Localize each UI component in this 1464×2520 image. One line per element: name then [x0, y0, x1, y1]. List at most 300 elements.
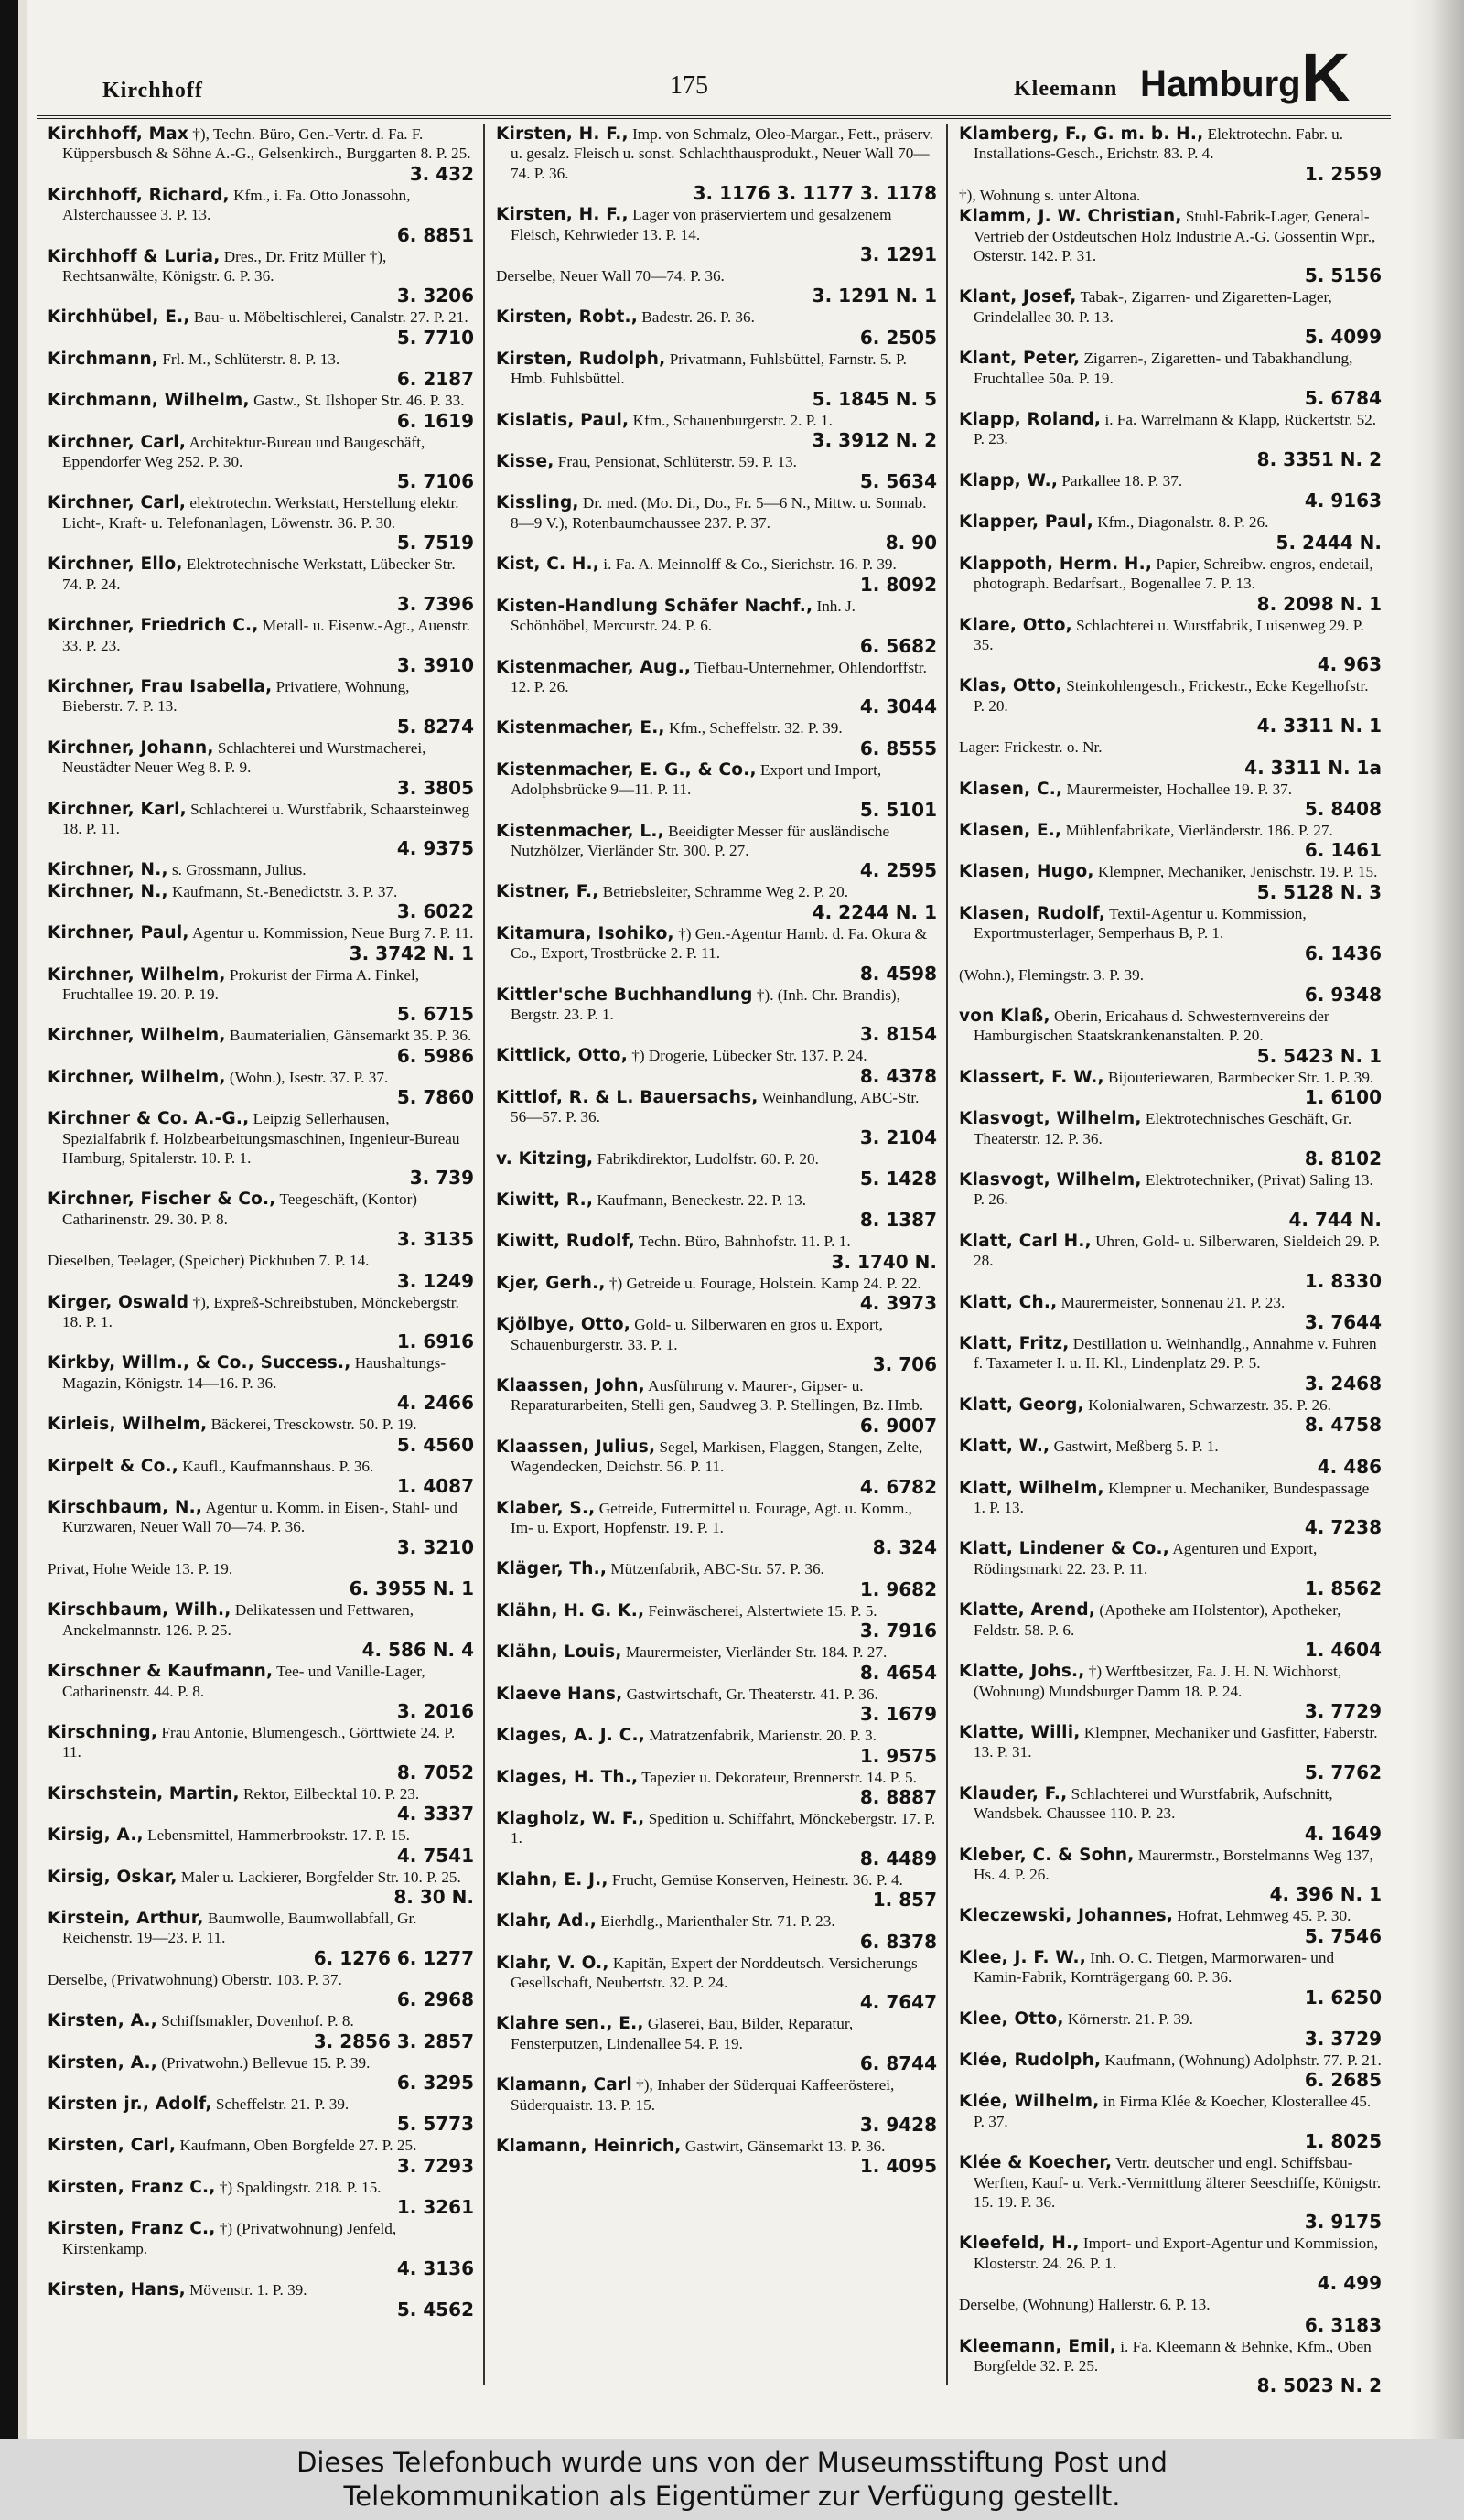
footer-line-2: Telekommunikation als Eigentümer zur Verfügung gestellt. — [343, 2481, 1121, 2512]
entry-name: Kirchner, Wilhelm, — [48, 1026, 226, 1046]
page-number: 175 — [670, 71, 708, 100]
entry-name: Kirschbaum, Wilh., — [48, 1600, 231, 1621]
page-curl-shadow — [1409, 0, 1464, 2439]
directory-entry — [959, 738, 1382, 777]
directory-entry — [496, 2075, 937, 2135]
entry-name: Kläger, Th., — [496, 1559, 608, 1579]
entry-details: Gastw., St. Ilshoper Str. 46. P. 33. — [249, 392, 465, 410]
entry-details: i. Fa. Warrelmann & Klapp, Rückertstr. 52. P. 23. — [974, 411, 1377, 448]
entry-details: Metall- u. Eisenw.-Agt., Auenstr. 33. P. 23. — [62, 617, 470, 654]
entry-name: Kleefeld, H., — [959, 2234, 1080, 2254]
entry-phone-number: 5. 4099 — [1304, 326, 1382, 349]
entry-details: Steinkohlengesch., Frickestr., Ecke Kegelhofstr. P. 20. — [974, 677, 1369, 715]
entry-name: Klas, Otto, — [959, 676, 1062, 696]
entry-name: Klasvogt, Wilhelm, — [959, 1109, 1142, 1129]
entry-phone-number: 5. 8274 — [396, 715, 474, 738]
entry-phone-number: 4. 6782 — [859, 1475, 937, 1498]
entry-details: Derselbe, Neuer Wall 70—74. P. 36. — [496, 267, 725, 285]
entry-details: Dieselben, Teelager, (Speicher) Pickhuben 7. P. 14. — [48, 1252, 370, 1270]
entry-phone-number: 4. 9163 — [1304, 490, 1382, 512]
directory-entry — [496, 718, 937, 758]
entry-details: Privat, Hohe Weide 13. P. 19. — [48, 1559, 233, 1578]
entry-phone-number: 6. 8378 — [859, 1930, 937, 1953]
entry-name: Kistenmacher, E., — [496, 718, 665, 738]
entry-details: †) Spaldingstr. 218. P. 15. — [215, 2178, 382, 2196]
entry-name: Klatt, W., — [959, 1437, 1050, 1457]
entry-phone-number: 5. 5101 — [859, 798, 937, 821]
entry-phone-number: 3. 1740 N. — [831, 1250, 937, 1273]
directory-entry — [959, 1437, 1382, 1476]
entry-phone-number: 4. 396 N. 1 — [1269, 1883, 1382, 1906]
entry-details: Haushaltungs-Magazin, Königstr. 14—16. P. 36. — [62, 1354, 447, 1392]
entry-details: Maurermeister, Sonnenau 21. P. 23. — [1057, 1293, 1286, 1311]
entry-phone-number: 8. 4598 — [859, 962, 937, 985]
entry-phone-number: 1. 4604 — [1304, 1639, 1382, 1662]
entry-phone-number: 8. 4654 — [859, 1661, 937, 1684]
directory-entry — [496, 1046, 937, 1085]
directory-entry — [959, 1723, 1382, 1782]
entry-details: Ausführung v. Maurer-, Gipser- u. Reparaturarbeiten, Stelli gen, Saudweg 3. P. Stellingen, Bz. Hmb. — [511, 1377, 924, 1415]
entry-name: Klahr, Ad., — [496, 1912, 597, 1932]
entry-phone-number: 1. 9575 — [859, 1744, 937, 1767]
entry-name: Klatte, Willi, — [959, 1722, 1081, 1742]
entry-phone-number: 4. 3311 N. 1a — [1244, 756, 1382, 779]
directory-entry — [496, 658, 937, 717]
entry-details: Kaufl., Kaufmannshaus. P. 36. — [178, 1457, 374, 1475]
entry-phone-number: 5. 4562 — [396, 2299, 474, 2321]
directory-entry — [48, 860, 474, 879]
directory-entry — [48, 1970, 474, 2009]
entry-details: (Wohn.), Isestr. 37. P. 37. — [225, 1068, 389, 1086]
entry-name: Klée, Rudolph, — [959, 2050, 1102, 2070]
entry-name: Kirsten, H. F., — [496, 205, 629, 225]
entry-name: Kirkby, Willm., & Co., Success., — [48, 1353, 351, 1373]
entry-details: Matratzenfabrik, Marienstr. 20. P. 3. — [644, 1727, 877, 1745]
entry-phone-number: 6. 2685 — [1304, 2069, 1382, 2092]
directory-entry — [496, 1315, 937, 1374]
entry-details: Kfm., Schauenburgerstr. 2. P. 1. — [629, 411, 833, 429]
entry-name: Kirchner, Ello, — [48, 555, 183, 575]
entry-details: Beeidigter Messer für ausländische Nutzhölzer, Vierländer Str. 300. P. 27. — [511, 822, 890, 859]
entry-name: Kirger, Oswald — [48, 1292, 189, 1312]
page-gutter — [18, 0, 27, 2439]
directory-entry — [48, 247, 474, 307]
directory-entry — [48, 433, 474, 492]
entry-name: Kirchner, Carl, — [48, 493, 187, 513]
directory-entry — [48, 493, 474, 553]
directory-entry — [496, 1438, 937, 1497]
directory-entry — [496, 1190, 937, 1230]
entry-phone-number: 1. 6100 — [1304, 1086, 1382, 1109]
entry-details: Frau, Pensionat, Schlüterstr. 59. P. 13. — [554, 453, 797, 471]
directory-entry — [959, 1784, 1382, 1844]
entry-details: Bau- u. Möbeltischlerei, Canalstr. 27. P. 21. — [189, 308, 468, 327]
entry-details: Delikatessen und Fettwaren, Anckelmannstr. 126. P. 25. — [62, 1601, 414, 1639]
entry-phone-number: 8. 4378 — [859, 1064, 937, 1087]
entry-name: Klapp, Roland, — [959, 410, 1102, 430]
directory-entry — [959, 1068, 1382, 1107]
entry-name: Kiwitt, Rudolf, — [496, 1232, 636, 1252]
directory-entry — [48, 965, 474, 1025]
directory-entry — [496, 760, 937, 820]
entry-phone-number: 6. 9007 — [859, 1414, 937, 1437]
header-city: Hamburg — [1140, 64, 1301, 104]
directory-entry — [496, 452, 937, 491]
entry-phone-number: 8. 7052 — [396, 1761, 474, 1783]
entry-name: Kirsig, A., — [48, 1825, 144, 1846]
entry-name: Kjölbye, Otto, — [496, 1315, 630, 1335]
entry-phone-number: 1. 8092 — [859, 573, 937, 596]
entry-phone-number: 3. 1176 3. 1177 3. 1178 — [693, 182, 937, 205]
entry-details: Dr. med. (Mo. Di., Do., Fr. 5—6 N., Mittw. u. Sonnab. 8—9 V.), Rotenbaumchaussee 237. P. 37. — [511, 494, 927, 532]
directory-entry — [496, 1232, 937, 1271]
directory-entry — [496, 1376, 937, 1436]
entry-name: Kittlick, Otto, — [496, 1046, 628, 1066]
directory-entry — [48, 1026, 474, 1065]
directory-entry — [496, 597, 937, 656]
entry-phone-number: 3. 3210 — [396, 1535, 474, 1558]
entry-details: Gastwirt, Gänsemarkt 13. P. 36. — [681, 2137, 886, 2155]
entry-name: Kirschner & Kaufmann, — [48, 1662, 274, 1682]
entry-name: Kirsten, Franz C., — [48, 2177, 216, 2197]
entry-name: Kislatis, Paul, — [496, 410, 630, 430]
entry-details: Schlachterei u. Wurstfabrik, Schaarsteinweg 18. P. 11. — [62, 800, 470, 837]
entry-details: Teegeschäft, (Kontor) Catharinenstr. 29. 30. P. 8. — [62, 1190, 418, 1228]
directory-entry — [959, 349, 1382, 408]
directory-entry — [48, 1457, 474, 1496]
entry-details: Schlachterei und Wurstfabrik, Aufschnitt, Wandsbek. Chaussee 110. P. 23. — [974, 1784, 1333, 1823]
directory-entry — [496, 1559, 937, 1599]
directory-entry — [959, 1232, 1382, 1291]
directory-entry — [48, 1909, 474, 1968]
entry-details: (Privatwohn.) Bellevue 15. P. 39. — [156, 2053, 371, 2072]
entry-details: Elektrotechniker, (Privat) Saling 13. P. 26. — [974, 1171, 1373, 1209]
entry-phone-number: 3. 9428 — [859, 2113, 937, 2136]
entry-phone-number: 6. 8851 — [396, 223, 474, 246]
entry-phone-number: 3. 2856 3. 2857 — [313, 2030, 474, 2052]
entry-details: elektrotechn. Werkstatt, Herstellung elektr. Licht-, Kraft- u. Telefonanlagen, Löwenstr. 36. P. 30. — [62, 494, 459, 532]
entry-details: Feinwäscherei, Alstertwiete 15. P. 5. — [644, 1601, 877, 1620]
directory-entry — [48, 2011, 474, 2051]
entry-name: Kirsten, Franz C., — [48, 2219, 216, 2239]
entry-phone-number: 1. 9682 — [859, 1578, 937, 1600]
entry-name: Klatte, Arend, — [959, 1600, 1096, 1621]
directory-entry — [959, 1662, 1382, 1721]
directory-entry — [496, 205, 937, 264]
directory-entry — [959, 780, 1382, 819]
entry-phone-number: 5. 7106 — [396, 470, 474, 493]
entry-name: Klahn, E. J., — [496, 1869, 608, 1890]
entry-details: (Apotheke am Holstentor), Apotheker, Feldstr. 58. P. 6. — [974, 1601, 1341, 1639]
entry-phone-number: 4. 2244 N. 1 — [812, 900, 937, 923]
entry-details: †), Wohnung s. unter Altona. — [959, 186, 1141, 204]
directory-entry — [48, 2178, 474, 2217]
entry-phone-number: 6. 8555 — [859, 737, 937, 759]
entry-phone-number: 4. 7541 — [396, 1844, 474, 1867]
entry-name: Kjer, Gerh., — [496, 1273, 606, 1293]
entry-name: Klages, A. J. C., — [496, 1726, 645, 1746]
entry-name: Kitamura, Isohiko, — [496, 923, 674, 943]
entry-phone-number: 6. 1461 — [1304, 839, 1382, 862]
directory-entry — [48, 800, 474, 859]
entry-phone-number: 3. 7396 — [396, 593, 474, 616]
directory-entry — [959, 471, 1382, 511]
entry-phone-number: 6. 1276 6. 1277 — [313, 1946, 474, 1969]
entry-name: Klasen, Rudolf, — [959, 903, 1106, 923]
directory-entry — [959, 1109, 1382, 1168]
entry-details: Architektur-Bureau und Baugeschäft, Eppendorfer Weg 252. P. 30. — [62, 433, 425, 471]
directory-entry — [48, 391, 474, 430]
entry-details: Bäckerei, Tresckowstr. 50. P. 19. — [207, 1416, 417, 1434]
directory-entry — [959, 862, 1382, 901]
entry-name: Kirchner, Fischer & Co., — [48, 1190, 276, 1210]
entry-details: Privatmann, Fuhlsbüttel, Farnstr. 5. P. Hmb. Fuhlsbüttel. — [511, 350, 907, 388]
entry-name: Kirchhübel, E., — [48, 307, 190, 328]
directory-entry — [496, 1274, 937, 1313]
entry-name: Klasen, E., — [959, 820, 1062, 840]
entry-details: Lager: Frickestr. o. Nr. — [959, 738, 1103, 757]
entry-phone-number: 5. 5156 — [1304, 264, 1382, 287]
directory-entry — [48, 1498, 474, 1557]
entry-name: v. Kitzing, — [496, 1148, 594, 1168]
entry-name: Kirchmann, Wilhelm, — [48, 391, 250, 411]
entry-phone-number: 1. 8025 — [1304, 2130, 1382, 2153]
entry-details: Import- und Export-Agentur und Kommission, Klosterstr. 24. 26. P. 1. — [974, 2235, 1379, 2272]
directory-entry — [496, 1499, 937, 1558]
header-rule — [37, 115, 1391, 119]
directory-entry — [496, 985, 937, 1045]
directory-entry — [959, 1600, 1382, 1660]
entry-name: Kirschning, — [48, 1722, 158, 1742]
directory-entry — [959, 186, 1382, 205]
entry-details: Weinhandlung, ABC-Str. 56—57. P. 36. — [511, 1088, 920, 1126]
entry-name: Klaber, S., — [496, 1498, 596, 1518]
directory-entry — [48, 555, 474, 614]
directory-entry — [48, 1825, 474, 1865]
entry-phone-number: 1. 2559 — [1304, 162, 1382, 185]
entry-details: Tiefbau-Unternehmer, Ohlendorffstr. 12. P. 26. — [511, 658, 927, 695]
entry-phone-number: 3. 1249 — [396, 1269, 474, 1292]
entry-details: Maurermeister, Vierländer Str. 184. P. 27. — [621, 1643, 888, 1662]
entry-phone-number: 3. 2016 — [396, 1699, 474, 1722]
entry-phone-number: 3. 3729 — [1304, 2027, 1382, 2050]
entry-phone-number: 3. 7729 — [1304, 1699, 1382, 1722]
entry-name: Klamann, Carl — [496, 2075, 632, 2095]
directory-entry — [496, 124, 937, 203]
entry-name: Kistenmacher, Aug., — [496, 657, 692, 677]
directory-entry — [48, 923, 474, 963]
directory-entry — [959, 1948, 1382, 2008]
entry-details: Baumwolle, Baumwollabfall, Gr. Reichenstr. 19—23. P. 11. — [62, 1909, 417, 1947]
directory-entry — [959, 2092, 1382, 2151]
directory-entry — [48, 1251, 474, 1290]
entry-name: Kirchner & Co. A.-G., — [48, 1109, 250, 1129]
entry-name: Kirchner, Wilhelm, — [48, 964, 226, 985]
entry-details: Frl. M., Schlüterstr. 8. P. 13. — [158, 350, 340, 368]
directory-entry — [496, 350, 937, 409]
entry-phone-number: 3. 8154 — [859, 1023, 937, 1046]
entry-phone-number: 1. 3261 — [396, 2196, 474, 2219]
entry-details: Spedition u. Schiffahrt, Mönckebergstr. 17. P. 1. — [511, 1809, 936, 1847]
directory-entry — [959, 287, 1382, 347]
directory-entry — [959, 2009, 1382, 2049]
entry-details: Lebensmittel, Hammerbrookstr. 17. P. 15. — [143, 1826, 410, 1845]
entry-phone-number: 6. 1436 — [1304, 942, 1382, 964]
entry-name: Kirchner, Wilhelm, — [48, 1067, 226, 1087]
entry-details: Hofrat, Lehmweg 45. P. 30. — [1173, 1907, 1351, 1925]
entry-phone-number: 6. 2968 — [396, 1988, 474, 2011]
entry-name: Klagholz, W. F., — [496, 1808, 645, 1828]
entry-name: Kirchhoff, Max — [48, 124, 188, 144]
entry-details: Mühlenfabrikate, Vierländerstr. 186. P. 27. — [1061, 821, 1333, 839]
entry-details: Frau Antonie, Blumengesch., Görttwiete 24. P. 11. — [62, 1723, 456, 1761]
entry-details: Tapezier u. Dekorateur, Brennerstr. 14. P. 5. — [638, 1768, 917, 1786]
entry-name: Klapper, Paul, — [959, 512, 1093, 533]
entry-name: Klasen, Hugo, — [959, 862, 1094, 882]
directory-entry — [48, 1723, 474, 1782]
entry-name: Kirchhoff & Luria, — [48, 246, 221, 266]
entry-details: Kolonialwaren, Schwarzestr. 35. P. 26. — [1083, 1395, 1331, 1414]
entry-name: Kirchner, Carl, — [48, 432, 187, 452]
directory-entry — [959, 821, 1382, 860]
entry-phone-number: 4. 2466 — [396, 1392, 474, 1415]
directory-entry — [496, 1870, 937, 1910]
directory-entry — [48, 2053, 474, 2093]
entry-name: Klatt, Wilhelm, — [959, 1478, 1104, 1498]
directory-entry — [48, 1109, 474, 1188]
entry-name: Klahr, V. O., — [496, 1953, 609, 1973]
entry-name: Klamberg, F., G. m. b. H., — [959, 124, 1204, 144]
entry-details: Uhren, Gold- u. Silberwaren, Sieldeich 29. P. 28. — [974, 1232, 1380, 1270]
directory-entry — [48, 1068, 474, 1107]
entry-phone-number: 8. 324 — [872, 1536, 937, 1559]
entry-details: Schlachterei u. Wurstfabrik, Luisenweg 29. P. 35. — [974, 616, 1364, 653]
entry-details: Maurermstr., Borstelmanns Weg 137, Hs. 4. P. 26. — [974, 1846, 1373, 1883]
entry-phone-number: 4. 7647 — [859, 1991, 937, 2014]
directory-entry — [48, 1784, 474, 1824]
entry-details: Kaufmann, Oben Borgfelde 27. P. 25. — [176, 2137, 417, 2155]
entry-name: Kirsten, H. F., — [496, 124, 629, 144]
directory-entry — [496, 493, 937, 553]
entry-phone-number: 6. 3955 N. 1 — [349, 1578, 474, 1600]
directory-entry — [959, 1846, 1382, 1905]
entry-details: Export und Import, Adolphsbrücke 9—11. P. 11. — [511, 760, 882, 799]
directory-entry — [959, 616, 1382, 675]
entry-details: Techn. Büro, Bahnhofstr. 11. P. 1. — [635, 1233, 851, 1251]
directory-entry — [496, 1809, 937, 1868]
entry-details: Glaserei, Bau, Bilder, Reparatur, Fensterputzen, Lindenallee 54. P. 19. — [511, 2015, 854, 2052]
entry-name: Klatt, Lindener & Co., — [959, 1539, 1170, 1559]
entry-phone-number: 3. 7293 — [396, 2154, 474, 2177]
entry-phone-number: 3. 1291 N. 1 — [812, 285, 937, 307]
directory-entry — [496, 2137, 937, 2176]
entry-name: Kirpelt & Co., — [48, 1456, 178, 1476]
entry-phone-number: 3. 3912 N. 2 — [812, 429, 937, 452]
entry-details: Elektrotechn. Fabr. u. Installations-Gesch., Erichstr. 83. P. 4. — [974, 125, 1344, 163]
entry-details: Inh. J. Schönhöbel, Mercurstr. 24. P. 6. — [511, 597, 856, 635]
entry-name: von Klaß, — [959, 1006, 1050, 1026]
entry-name: Kisse, — [496, 452, 554, 472]
entry-phone-number: 3. 3805 — [396, 776, 474, 799]
entry-phone-number: 1. 6916 — [396, 1330, 474, 1353]
entry-details: Frucht, Gemüse Konserven, Heinestr. 36. P. 4. — [608, 1870, 903, 1889]
entry-phone-number: 5. 5128 N. 3 — [1256, 880, 1382, 903]
directory-entry — [959, 2153, 1382, 2232]
entry-details: Elektrotechnische Werkstatt, Lübecker Str. 74. P. 24. — [62, 555, 456, 593]
directory-entry — [959, 410, 1382, 469]
entry-details: s. Grossmann, Julius. — [167, 861, 307, 879]
entry-name: Klähn, Louis, — [496, 1642, 622, 1663]
entry-name: Kirchner, Paul, — [48, 923, 189, 943]
directory-entry — [48, 1600, 474, 1660]
directory-entry — [48, 1353, 474, 1413]
entry-details: Kapitän, Expert der Norddeutsch. Versicherungs Gesellschaft, Neubertstr. 32. P. 24. — [511, 1954, 918, 1991]
entry-phone-number: 8. 1387 — [859, 1209, 937, 1232]
entry-details: Körnerstr. 21. P. 39. — [1063, 2009, 1193, 2028]
entry-phone-number: 4. 744 N. — [1288, 1208, 1382, 1231]
entry-details: Imp. von Schmalz, Oleo-Margar., Fett., präserv. u. gesalz. Fleisch u. sonst. Schlachthausprodukt., Neuer Wall 70—74. P. 36. — [511, 125, 933, 182]
directory-entry — [959, 2295, 1382, 2334]
entry-details: Kaufmann, St.-Benedictstr. 3. P. 37. — [167, 882, 398, 900]
entry-phone-number: 4. 3044 — [859, 695, 937, 718]
directory-columns — [37, 124, 1391, 2397]
directory-entry — [48, 882, 474, 921]
entry-name: Kittlof, R. & L. Bauersachs, — [496, 1087, 759, 1107]
entry-name: Kirsten, Hans, — [48, 2280, 186, 2299]
entry-phone-number: 4. 2595 — [859, 859, 937, 882]
entry-name: Kirchner, N., — [48, 860, 168, 880]
entry-details: Derselbe, (Privatwohnung) Oberstr. 103. P. 37. — [48, 1970, 342, 1988]
entry-name: Kistner, F., — [496, 882, 599, 902]
entry-details: Kfm., i. Fa. Otto Jonassohn, Alsterchaussee 3. P. 13. — [62, 186, 411, 224]
entry-phone-number: 6. 1619 — [396, 409, 474, 432]
directory-entry — [496, 924, 937, 984]
entry-phone-number: 4. 586 N. 4 — [361, 1639, 474, 1662]
entry-details: Inh. O. C. Tietgen, Marmorwaren- und Kamin-Fabrik, Kornträgergang 60. P. 36. — [974, 1948, 1335, 1987]
entry-phone-number: 3. 3135 — [396, 1228, 474, 1251]
directory-entry — [48, 186, 474, 245]
entry-name: Kirsten, Robt., — [496, 307, 638, 328]
directory-entry — [959, 1539, 1382, 1599]
directory-entry — [496, 555, 937, 594]
entry-details: Eierhdlg., Marienthaler Str. 71. P. 23. — [597, 1912, 835, 1931]
entry-name: Klant, Peter, — [959, 349, 1081, 369]
directory-entry — [48, 350, 474, 389]
entry-phone-number: 4. 1649 — [1304, 1822, 1382, 1845]
entry-name: Klapp, W., — [959, 470, 1059, 490]
directory-entry — [959, 1395, 1382, 1435]
entry-phone-number: 1. 8562 — [1304, 1578, 1382, 1600]
directory-entry — [48, 1662, 474, 1721]
directory-entry — [496, 1601, 937, 1641]
entry-details: in Firma Klée & Koecher, Klosterallee 45. P. 37. — [974, 2093, 1372, 2130]
entry-phone-number: 5. 1845 N. 5 — [812, 387, 937, 410]
entry-name: Kittler'sche Buchhandlung — [496, 985, 753, 1005]
entry-details: i. Fa. A. Meinnolff & Co., Sierichstr. 16. P. 39. — [599, 555, 897, 574]
entry-phone-number: 6. 9348 — [1304, 983, 1382, 1006]
entry-name: Kistenmacher, E. G., & Co., — [496, 759, 757, 780]
entry-name: Kirsten, A., — [48, 2052, 157, 2073]
header-letter: K — [1301, 39, 1351, 115]
entry-details: Elektrotechnisches Geschäft, Gr. Theaterstr. 12. P. 36. — [974, 1110, 1352, 1147]
directory-entry — [959, 207, 1382, 285]
directory-entry — [496, 1768, 937, 1807]
entry-phone-number: 6. 2187 — [396, 368, 474, 391]
entry-name: Kirchner, Karl, — [48, 799, 187, 819]
entry-details: Derselbe, (Wohnung) Hallerstr. 6. P. 13. — [959, 2296, 1211, 2314]
directory-entry — [496, 2014, 937, 2073]
entry-phone-number: 3. 739 — [409, 1167, 474, 1190]
